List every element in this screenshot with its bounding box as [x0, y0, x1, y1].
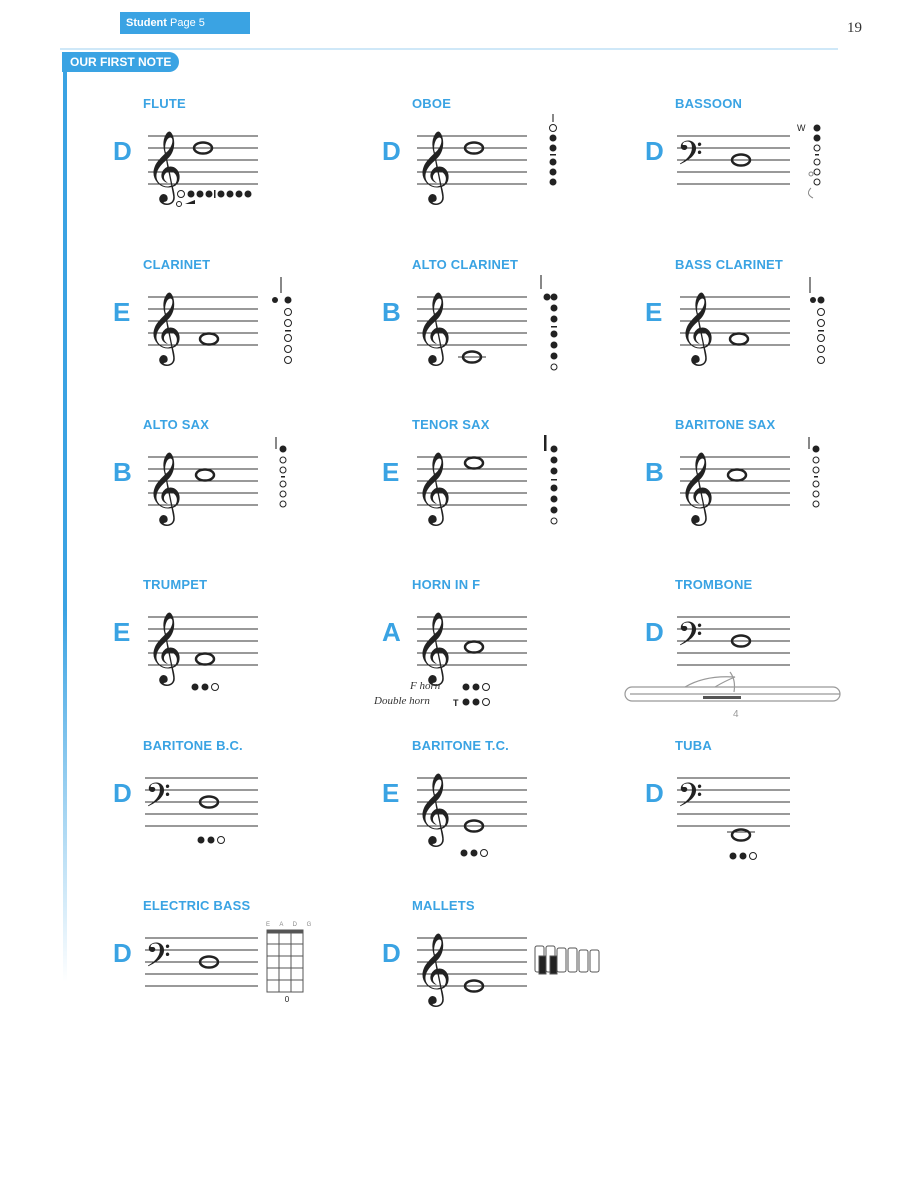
treble-clef-icon: 𝄞: [146, 290, 183, 363]
instrument-cell-alto-clarinet: [382, 257, 612, 392]
staff-notation: [645, 417, 875, 552]
whole-note-icon: [728, 470, 746, 481]
woodwind-fingering-icon: [275, 437, 287, 507]
valve-fingering-icon: [730, 853, 757, 860]
whole-note-icon: [200, 334, 218, 345]
treble-clef-icon: 𝄞: [146, 610, 183, 683]
bass-clef-icon: 𝄢: [145, 937, 171, 983]
staff-notation: [113, 738, 343, 873]
instrument-name: TENOR SAX: [412, 417, 490, 432]
instrument-cell-horn-in-f: [374, 577, 612, 712]
slide-position-label: 4: [733, 709, 739, 720]
instrument-cell-bass-clarinet: [645, 257, 875, 392]
treble-clef-icon: 𝄞: [678, 450, 715, 523]
instrument-cell-tenor-sax: [382, 417, 612, 552]
note-letter: B: [645, 457, 664, 487]
note-letter: D: [382, 938, 401, 968]
instrument-cell-electric-bass: [113, 898, 343, 1033]
whole-note-icon: [196, 654, 214, 665]
valve-fingering-icon: [453, 684, 490, 709]
staff-notation: [113, 417, 343, 552]
f-horn-label: F horn: [410, 680, 441, 692]
instrument-name: BASS CLARINET: [675, 257, 784, 272]
note-letter: D: [645, 617, 664, 647]
instrument-name: ALTO SAX: [143, 417, 210, 432]
woodwind-fingering-icon: [809, 277, 825, 364]
valve-fingering-icon: [192, 684, 219, 691]
flute-fingering-icon: [177, 190, 252, 207]
instrument-name: CLARINET: [143, 257, 211, 272]
bassoon-fingering-icon: [808, 125, 820, 199]
staff-notation: [645, 257, 875, 392]
note-letter: D: [382, 136, 401, 166]
instrument-name: ALTO CLARINET: [412, 257, 519, 272]
fretboard-icon: [267, 930, 303, 992]
note-letter: A: [382, 617, 401, 647]
staff-notation: [113, 257, 343, 392]
instrument-cell-bassoon: [645, 96, 875, 231]
staff-notation: [382, 257, 612, 392]
note-letter: E: [113, 297, 131, 327]
instrument-cell-baritone-tc: [382, 738, 612, 873]
note-letter: E: [645, 297, 663, 327]
note-letter: E: [382, 778, 400, 808]
treble-clef-icon: 𝄞: [146, 450, 183, 523]
instrument-name: BASSOON: [675, 96, 743, 111]
bass-clef-icon: 𝄢: [677, 616, 703, 662]
instrument-name: TRUMPET: [143, 577, 208, 592]
treble-clef-icon: 𝄞: [415, 771, 452, 844]
instrument-cell-tuba: [645, 738, 875, 873]
treble-clef-icon: 𝄞: [415, 450, 452, 523]
staff-notation: [645, 577, 875, 720]
page-number: 19: [847, 20, 862, 36]
instrument-name: BARITONE SAX: [675, 417, 776, 432]
section-title: OUR FIRST NOTE: [62, 52, 179, 72]
staff-notation: [645, 738, 875, 873]
instrument-name: BARITONE B.C.: [143, 738, 243, 753]
instrument-name: OBOE: [412, 96, 452, 111]
instrument-cell-trumpet: [113, 577, 343, 712]
note-letter: B: [113, 457, 132, 487]
woodwind-fingering-icon: [550, 114, 557, 186]
instrument-cell-mallets: [382, 898, 612, 1033]
double-horn-label: Double horn: [374, 695, 430, 707]
valve-fingering-icon: [461, 850, 488, 857]
note-letter: D: [645, 778, 664, 808]
whisper-key-label: W: [797, 123, 806, 133]
instrument-name: HORN IN F: [412, 577, 481, 592]
treble-clef-icon: 𝄞: [146, 129, 183, 202]
instrument-cell-flute: [113, 96, 343, 231]
note-letter: D: [113, 136, 132, 166]
woodwind-fingering-icon: [540, 275, 558, 370]
whole-note-icon: [732, 830, 750, 841]
instrument-name: MALLETS: [412, 898, 475, 913]
note-letter: B: [382, 297, 401, 327]
whole-note-icon: [196, 470, 214, 481]
staff-notation: [382, 898, 612, 1033]
treble-clef-icon: 𝄞: [415, 129, 452, 202]
tab-label: Page 5: [170, 17, 205, 29]
instrument-name: TROMBONE: [675, 577, 753, 592]
staff-notation: [113, 577, 343, 712]
treble-clef-icon: 𝄞: [415, 931, 452, 1004]
string-names: E A D G: [266, 922, 316, 928]
instrument-cell-baritone-sax: [645, 417, 875, 552]
treble-clef-icon: 𝄞: [678, 290, 715, 363]
note-letter: D: [113, 938, 132, 968]
trigger-label: T: [453, 698, 459, 708]
whole-note-icon: [465, 458, 483, 469]
staff-notation: [645, 96, 875, 231]
instrument-name: TUBA: [675, 738, 712, 753]
note-letter: D: [113, 778, 132, 808]
woodwind-fingering-icon: [808, 437, 820, 507]
instrument-name: ELECTRIC BASS: [143, 898, 251, 913]
instrument-cell-oboe: [382, 96, 612, 231]
woodwind-fingering-icon: [544, 435, 558, 524]
staff-notation: [113, 898, 343, 1033]
tab-bold-label: Student: [126, 17, 167, 29]
staff-notation: [382, 96, 612, 231]
header-rule: [60, 48, 838, 50]
note-letter: D: [645, 136, 664, 166]
bass-clef-icon: 𝄢: [677, 777, 703, 823]
valve-fingering-icon: [198, 837, 225, 844]
student-page-tab: [120, 12, 250, 34]
instrument-name: FLUTE: [143, 96, 186, 111]
treble-clef-icon: 𝄞: [415, 610, 452, 683]
instrument-name: BARITONE T.C.: [412, 738, 509, 753]
bass-clef-icon: 𝄢: [677, 135, 703, 181]
staff-notation: [382, 738, 612, 873]
section-sidebar: [63, 52, 67, 982]
note-letter: E: [382, 457, 400, 487]
instrument-cell-baritone-bc: [113, 738, 343, 873]
instrument-cell-trombone: [645, 577, 875, 720]
staff-notation: [113, 96, 343, 231]
whole-note-icon: [465, 642, 483, 653]
whole-note-icon: [730, 334, 748, 345]
woodwind-fingering-icon: [272, 277, 292, 364]
staff-notation: [382, 417, 612, 552]
keyboard-bars-icon: [535, 946, 599, 974]
instrument-cell-clarinet: [113, 257, 343, 392]
treble-clef-icon: 𝄞: [415, 290, 452, 363]
bass-clef-icon: 𝄢: [145, 777, 171, 823]
trombone-slide-icon: [625, 672, 840, 701]
instrument-cell-alto-sax: [113, 417, 343, 552]
fret-marker: 0: [284, 995, 290, 1004]
note-letter: E: [113, 617, 131, 647]
